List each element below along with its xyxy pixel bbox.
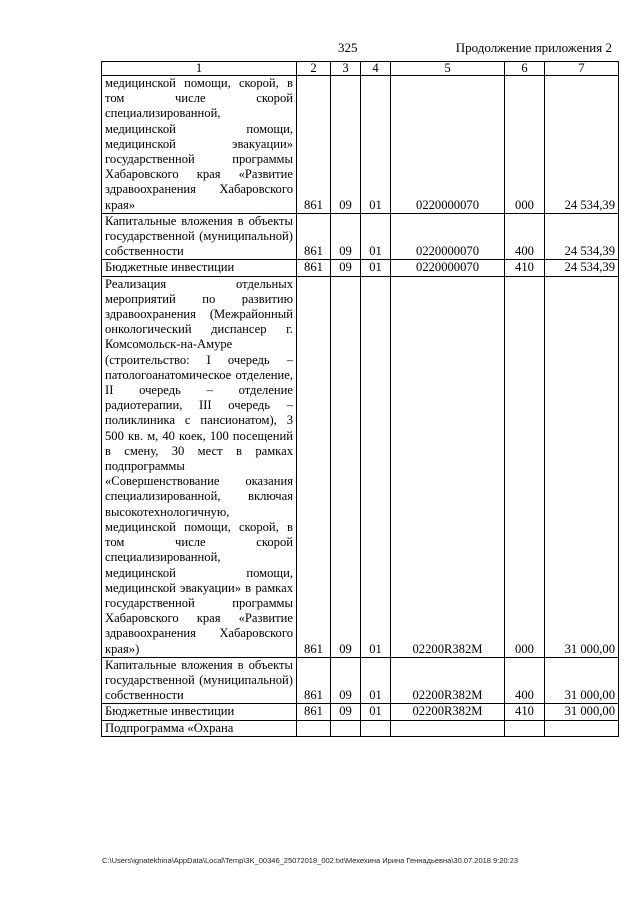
table-header-row	[102, 62, 619, 76]
row-subsection: 01	[361, 276, 391, 657]
row-sum	[545, 720, 619, 736]
row-target-article: 0220000070	[391, 260, 505, 276]
file-path-footer: C:\Users\ignatekhina\AppData\Local\Temp\3K_00346_25072018_002.txt\Мехехина Ирина Геннадьевна\30.07.2018 9:20:23	[102, 856, 519, 865]
row-sum: 31 000,00	[545, 657, 619, 704]
row-expense-type: 000	[505, 276, 545, 657]
continuation-label: Продолжение приложения 2	[455, 40, 612, 55]
table-row	[102, 213, 619, 260]
row-grbs: 861	[297, 276, 331, 657]
row-expense-type: 400	[505, 657, 545, 704]
row-target-article: 0220000070	[391, 213, 505, 260]
row-target-article	[391, 720, 505, 736]
row-grbs: 861	[297, 657, 331, 704]
row-expense-type: 410	[505, 704, 545, 720]
row-expense-type: 410	[505, 260, 545, 276]
row-expense-type: 400	[505, 213, 545, 260]
row-subsection: 01	[361, 213, 391, 260]
page-number: 325	[338, 40, 358, 55]
table-row	[102, 657, 619, 704]
column-header: 6	[505, 62, 545, 76]
row-section	[331, 720, 361, 736]
row-grbs: 861	[297, 704, 331, 720]
row-subsection: 01	[361, 260, 391, 276]
table-row	[102, 76, 619, 214]
row-sum: 31 000,00	[545, 704, 619, 720]
row-section: 09	[331, 260, 361, 276]
row-name: Бюджетные инвестиции	[102, 704, 297, 720]
row-grbs	[297, 720, 331, 736]
row-sum: 31 000,00	[545, 276, 619, 657]
row-expense-type	[505, 720, 545, 736]
table-row	[102, 704, 619, 720]
row-name: Бюджетные инвестиции	[102, 260, 297, 276]
row-sum: 24 534,39	[545, 213, 619, 260]
row-expense-type: 000	[505, 76, 545, 214]
column-header: 3	[331, 62, 361, 76]
row-sum: 24 534,39	[545, 260, 619, 276]
table-row	[102, 720, 619, 736]
budget-table	[101, 61, 619, 737]
table-row	[102, 260, 619, 276]
row-name: Капитальные вложения в объекты государственной (муниципальной) собственности	[102, 213, 297, 260]
row-subsection: 01	[361, 704, 391, 720]
row-section: 09	[331, 76, 361, 214]
row-grbs: 861	[297, 76, 331, 214]
column-header: 5	[391, 62, 505, 76]
row-subsection: 01	[361, 657, 391, 704]
row-target-article: 02200R382M	[391, 276, 505, 657]
row-grbs: 861	[297, 260, 331, 276]
table-row	[102, 276, 619, 657]
row-name: медицинской помощи, скорой, в том числе скорой специализированной, медицинской помощи, медицинской эвакуации» государственной программы Хабаровского края «Развитие здравоохранения Хабаровского края»	[102, 76, 297, 214]
column-header: 2	[297, 62, 331, 76]
row-name: Реализация отдельных мероприятий по развитию здравоохранения (Межрайонный онкологический диспансер г. Комсомольск-на-Амуре (строительство: I очередь – патологоанатомическое отделение, II очередь – отделение радиотерапии, III очередь – поликлиника с пансионатом), 3 500 кв. м, 40 коек, 100 посещений в смену, 30 мест в рамках подпрограммы «Совершенствование оказания специализированной, включая высокотехнологичную, медицинской помощи, скорой, в том числе скорой специализированной, медицинской помощи, медицинской эвакуации» в рамках государственной программы Хабаровского края «Развитие здравоохранения Хабаровского края»)	[102, 276, 297, 657]
row-target-article: 02200R382M	[391, 704, 505, 720]
row-section: 09	[331, 276, 361, 657]
row-subsection	[361, 720, 391, 736]
row-section: 09	[331, 657, 361, 704]
row-section: 09	[331, 704, 361, 720]
row-section: 09	[331, 213, 361, 260]
column-header: 1	[102, 62, 297, 76]
column-header: 7	[545, 62, 619, 76]
column-header: 4	[361, 62, 391, 76]
row-name: Капитальные вложения в объекты государственной (муниципальной) собственности	[102, 657, 297, 704]
row-subsection: 01	[361, 76, 391, 214]
row-target-article: 02200R382M	[391, 657, 505, 704]
row-grbs: 861	[297, 213, 331, 260]
row-sum: 24 534,39	[545, 76, 619, 214]
row-target-article: 0220000070	[391, 76, 505, 214]
row-name: Подпрограмма «Охрана	[102, 720, 297, 736]
